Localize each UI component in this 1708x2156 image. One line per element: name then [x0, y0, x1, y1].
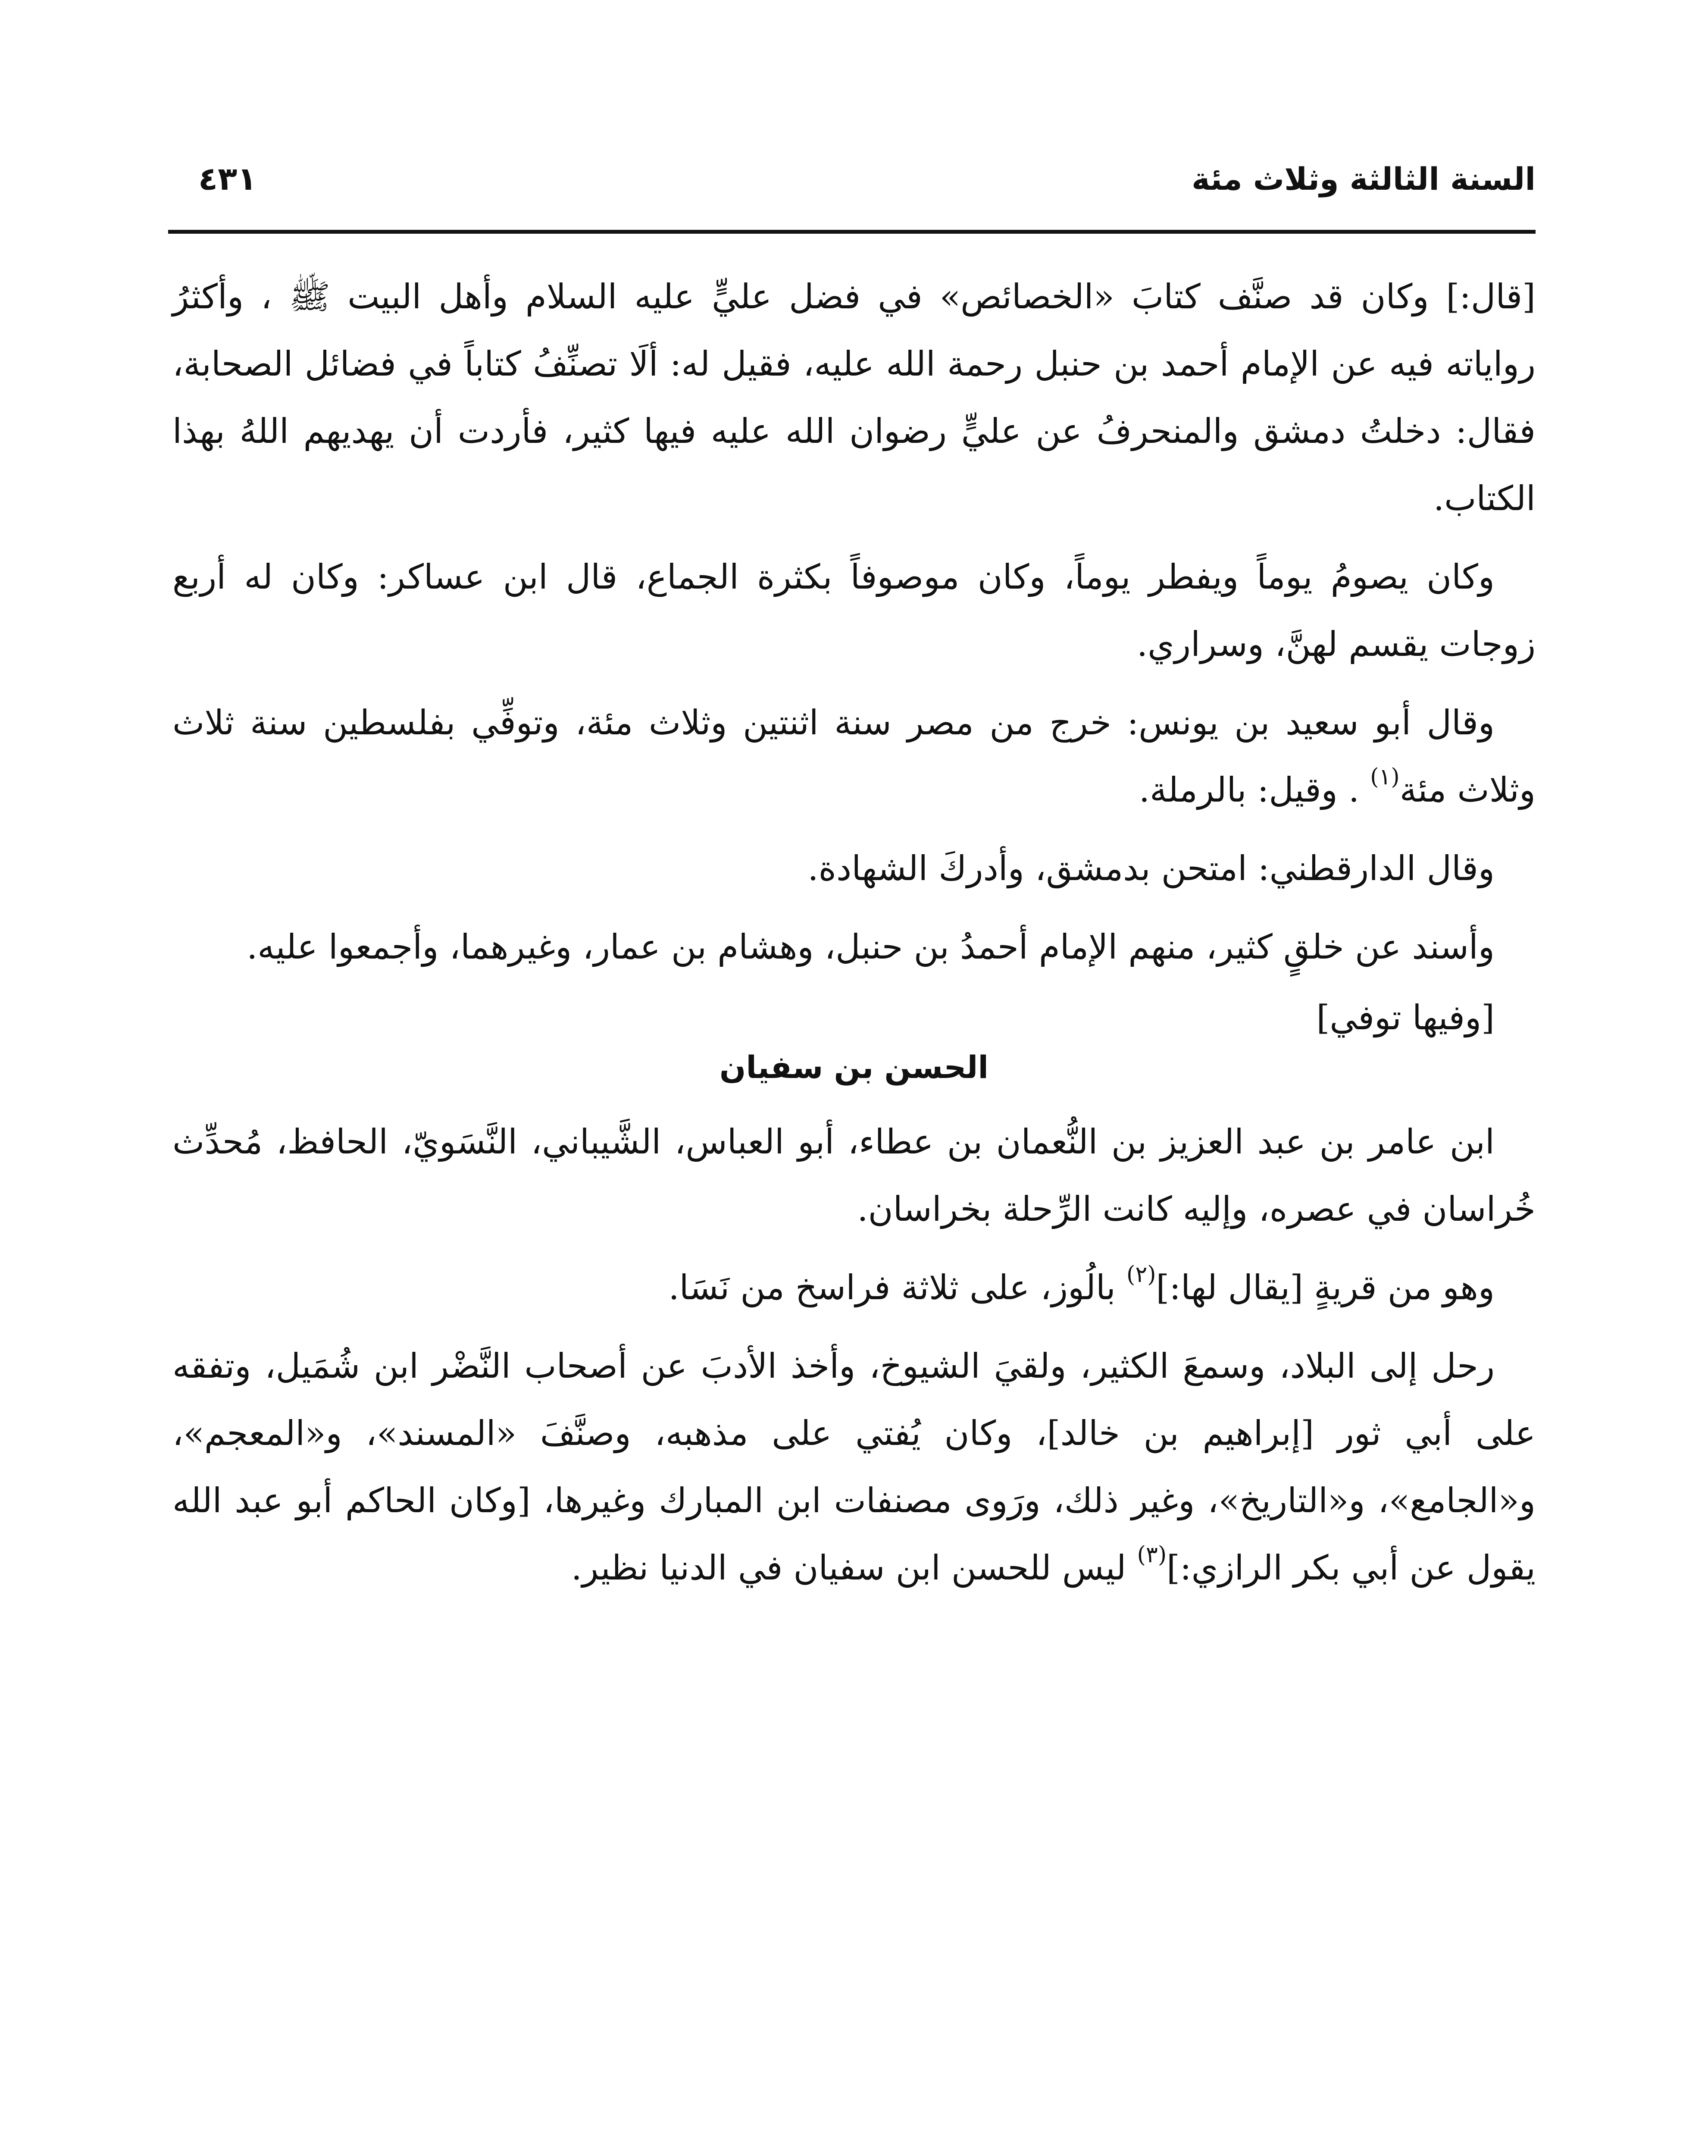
- paragraph-fasting: وكان يصومُ يوماً ويفطر يوماً، وكان موصوفاً بكثرة الجماع، قال ابن عساكر: وكان له أربع زوجات يقسم لهنَّ، وسراري.: [172, 557, 1536, 664]
- paragraph-text: رحل إلى البلاد، وسمعَ الكثير، ولقيَ الشيوخ، وأخذ الأدبَ عن أصحاب النَّضْر ابن شُمَيل، وتفقه على أبي ثور [إبراهيم بن خالد]، وكان يُفتي على مذهبه، وصنَّفَ «المسند»، و«المعجم»، و«الجامع»، و«التاريخ»، وغير ذلك، ورَوى مصنفات ابن المبارك وغيرها، [وكان الحاكم أبو عبد الله يقول عن أبي بكر الرازي:]: [172, 1346, 1536, 1588]
- paragraph-narrators: وأسند عن خلقٍ كثير، منهم الإمام أحمدُ بن حنبل، وهشام بن عمار، وغيرهما، وأجمعوا عليه.: [247, 927, 1495, 967]
- paragraph-travels: [172, 1332, 1536, 1601]
- footnote-ref-2: (٢): [1126, 1262, 1156, 1288]
- section-intro: [وفيها توفي]: [1316, 998, 1495, 1037]
- page-header: [172, 155, 1536, 211]
- paragraph-text: ليس للحسن ابن سفيان في الدنيا نظير.: [571, 1548, 1137, 1588]
- paragraph-village: [172, 1254, 1536, 1321]
- paragraph-text: وهو من قريةٍ [يقال لها:]: [1156, 1268, 1495, 1307]
- paragraph-death: [172, 689, 1536, 824]
- footnote-ref-1: (١): [1370, 764, 1400, 790]
- footnote-ref-3: (٣): [1137, 1542, 1167, 1568]
- paragraph-lineage: ابن عامر بن عبد العزيز بن النُّعمان بن عطاء، أبو العباس، الشَّيباني، النَّسَويّ، الحافظ، مُحدِّث خُراسان في عصره، وإليه كانت الرِّحلة بخراسان.: [172, 1122, 1536, 1229]
- paragraph-text: . وقيل: بالرملة.: [1139, 770, 1370, 810]
- paragraph-khasais: [قال:] وكان قد صنَّف كتابَ «الخصائص» في فضل عليٍّ عليه السلام وأهل البيت ﷺ ، وأكثرُ رواياته فيه عن الإمام أحمد بن حنبل رحمة الله عليه، فقيل له: ألَا تصنِّفُ كتاباً في فضائل الصحابة، فقال: دخلتُ دمشق والمنحرفُ عن عليٍّ رضوان الله عليه فيها كثير، فأردت أن يهديهم اللهُ بهذا الكتاب.: [172, 277, 1536, 518]
- header-rule: [168, 230, 1536, 234]
- paragraph-daraqutni: وقال الدارقطني: امتحن بدمشق، وأدركَ الشهادة.: [807, 849, 1495, 888]
- paragraph-text: بالُوز، على ثلاثة فراسخ من نَسَا.: [668, 1268, 1127, 1307]
- page-number: ٤٣١: [198, 160, 257, 197]
- main-text: [172, 263, 1536, 1613]
- running-title: السنة الثالثة وثلاث مئة: [1192, 161, 1536, 197]
- biography-heading: الحسن بن سفيان: [719, 1049, 989, 1085]
- paragraph-text: وقال أبو سعيد بن يونس: خرج من مصر سنة اثنتين وثلاث مئة، وتوفِّي بفلسطين سنة ثلاث وثلاث مئة: [172, 703, 1536, 810]
